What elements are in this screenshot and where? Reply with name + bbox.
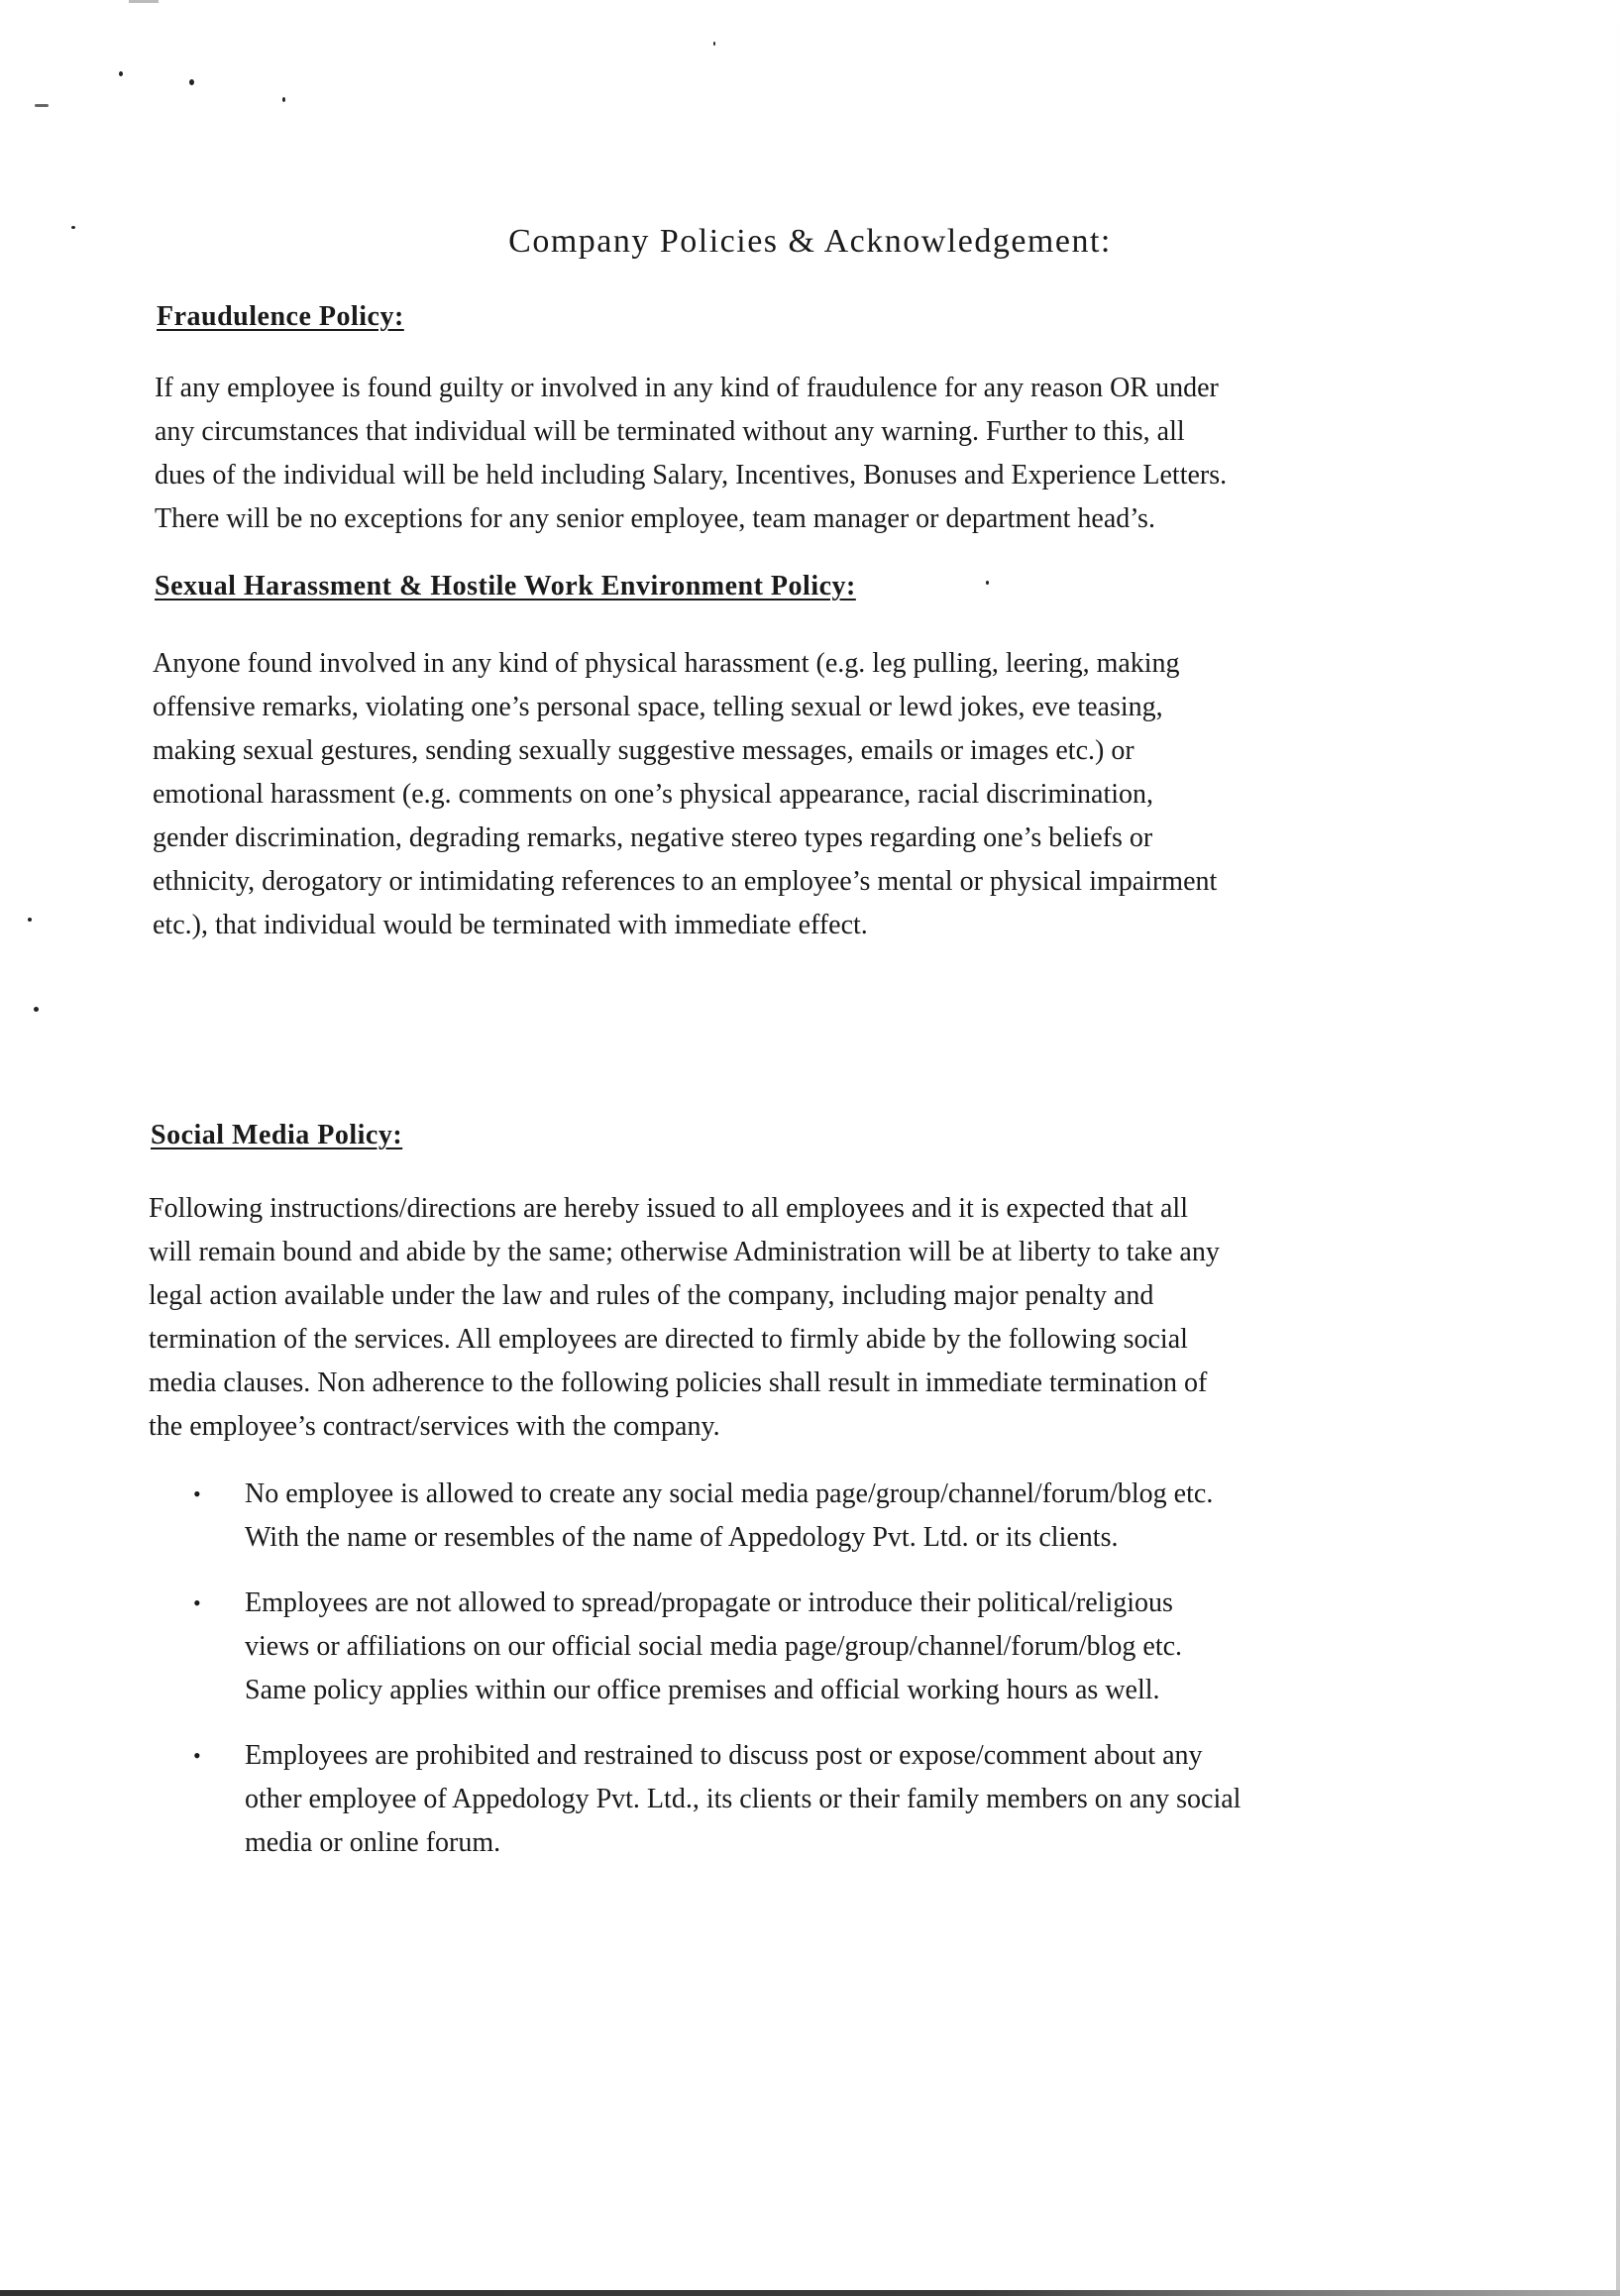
paragraph-line: termination of the services. All employees are directed to firmly abide by the following social [149, 1324, 1188, 1355]
paragraph-line: Anyone found involved in any kind of physical harassment (e.g. leg pulling, leering, making [153, 648, 1180, 679]
bullet-icon: • [193, 1481, 201, 1506]
bullet-icon: • [193, 1743, 201, 1768]
paragraph-line: ethnicity, derogatory or intimidating references to an employee’s mental or physical impairment [153, 866, 1218, 897]
scan-speck [986, 581, 989, 585]
paragraph-line: There will be no exceptions for any senior employee, team manager or department head’s. [155, 503, 1155, 534]
list-item-line: media or online forum. [245, 1827, 501, 1858]
harassment-policy-body [153, 642, 1480, 947]
paragraph-line: any circumstances that individual will be terminated without any warning. Further to this, all [155, 416, 1185, 447]
paragraph-line: emotional harassment (e.g. comments on one’s physical appearance, racial discrimination, [153, 779, 1153, 810]
paragraph-line: the employee’s contract/services with the company. [149, 1411, 720, 1442]
scan-speck [34, 1007, 39, 1012]
fraudulence-policy-heading: Fraudulence Policy: [157, 301, 404, 332]
paragraph-line: legal action available under the law and rules of the company, including major penalty and [149, 1280, 1154, 1311]
list-item-line: Employees are prohibited and restrained to discuss post or expose/comment about any [245, 1740, 1203, 1771]
list-item [193, 1473, 1481, 1560]
social-media-policy-heading: Social Media Policy: [151, 1120, 403, 1150]
page-title: Company Policies & Acknowledgement: [508, 223, 1112, 260]
scan-speck [35, 104, 49, 107]
list-item-line: views or affiliations on our official social media page/group/channel/forum/blog etc. [245, 1631, 1183, 1662]
paragraph-line: etc.), that individual would be terminated with immediate effect. [153, 910, 868, 940]
list-item-line: No employee is allowed to create any social media page/group/channel/forum/blog etc. [245, 1478, 1214, 1509]
scan-speck [28, 918, 32, 922]
scan-speck [189, 79, 194, 85]
list-item-line: other employee of Appedology Pvt. Ltd., its clients or their family members on any social [245, 1784, 1242, 1814]
scan-edge-right [1616, 0, 1620, 2296]
social-media-clauses-list [193, 1473, 1481, 1865]
scan-edge-bottom [0, 2290, 1620, 2296]
paragraph-line: If any employee is found guilty or involved in any kind of fraudulence for any reason OR under [155, 373, 1219, 403]
scan-speck [282, 97, 285, 102]
list-item [193, 1734, 1481, 1865]
harassment-policy-heading: Sexual Harassment & Hostile Work Environment Policy: [155, 571, 856, 601]
paragraph-line: gender discrimination, degrading remarks, negative stereo types regarding one’s beliefs or [153, 822, 1153, 853]
paragraph-line: media clauses. Non adherence to the following policies shall result in immediate termination of [149, 1367, 1208, 1398]
paragraph-line: will remain bound and abide by the same; otherwise Administration will be at liberty to take any [149, 1237, 1220, 1267]
paragraph-line: dues of the individual will be held including Salary, Incentives, Bonuses and Experience Letters. [155, 460, 1228, 491]
paragraph-line: Following instructions/directions are hereby issued to all employees and it is expected that all [149, 1193, 1188, 1224]
list-item-line: Employees are not allowed to spread/propagate or introduce their political/religious [245, 1587, 1173, 1618]
list-item [193, 1582, 1481, 1712]
scan-edge-top [129, 0, 159, 3]
list-item-line: With the name or resembles of the name of Appedology Pvt. Ltd. or its clients. [245, 1522, 1119, 1553]
paragraph-line: making sexual gestures, sending sexually suggestive messages, emails or images etc.) or [153, 735, 1134, 766]
list-item-line: Same policy applies within our office premises and official working hours as well. [245, 1675, 1160, 1705]
paragraph-line: offensive remarks, violating one’s personal space, telling sexual or lewd jokes, eve teasing, [153, 692, 1163, 722]
fraudulence-policy-body [155, 367, 1482, 541]
bullet-icon: • [193, 1590, 201, 1615]
scan-speck [713, 42, 715, 46]
scan-speck [119, 71, 123, 76]
social-media-policy-body [149, 1187, 1476, 1449]
